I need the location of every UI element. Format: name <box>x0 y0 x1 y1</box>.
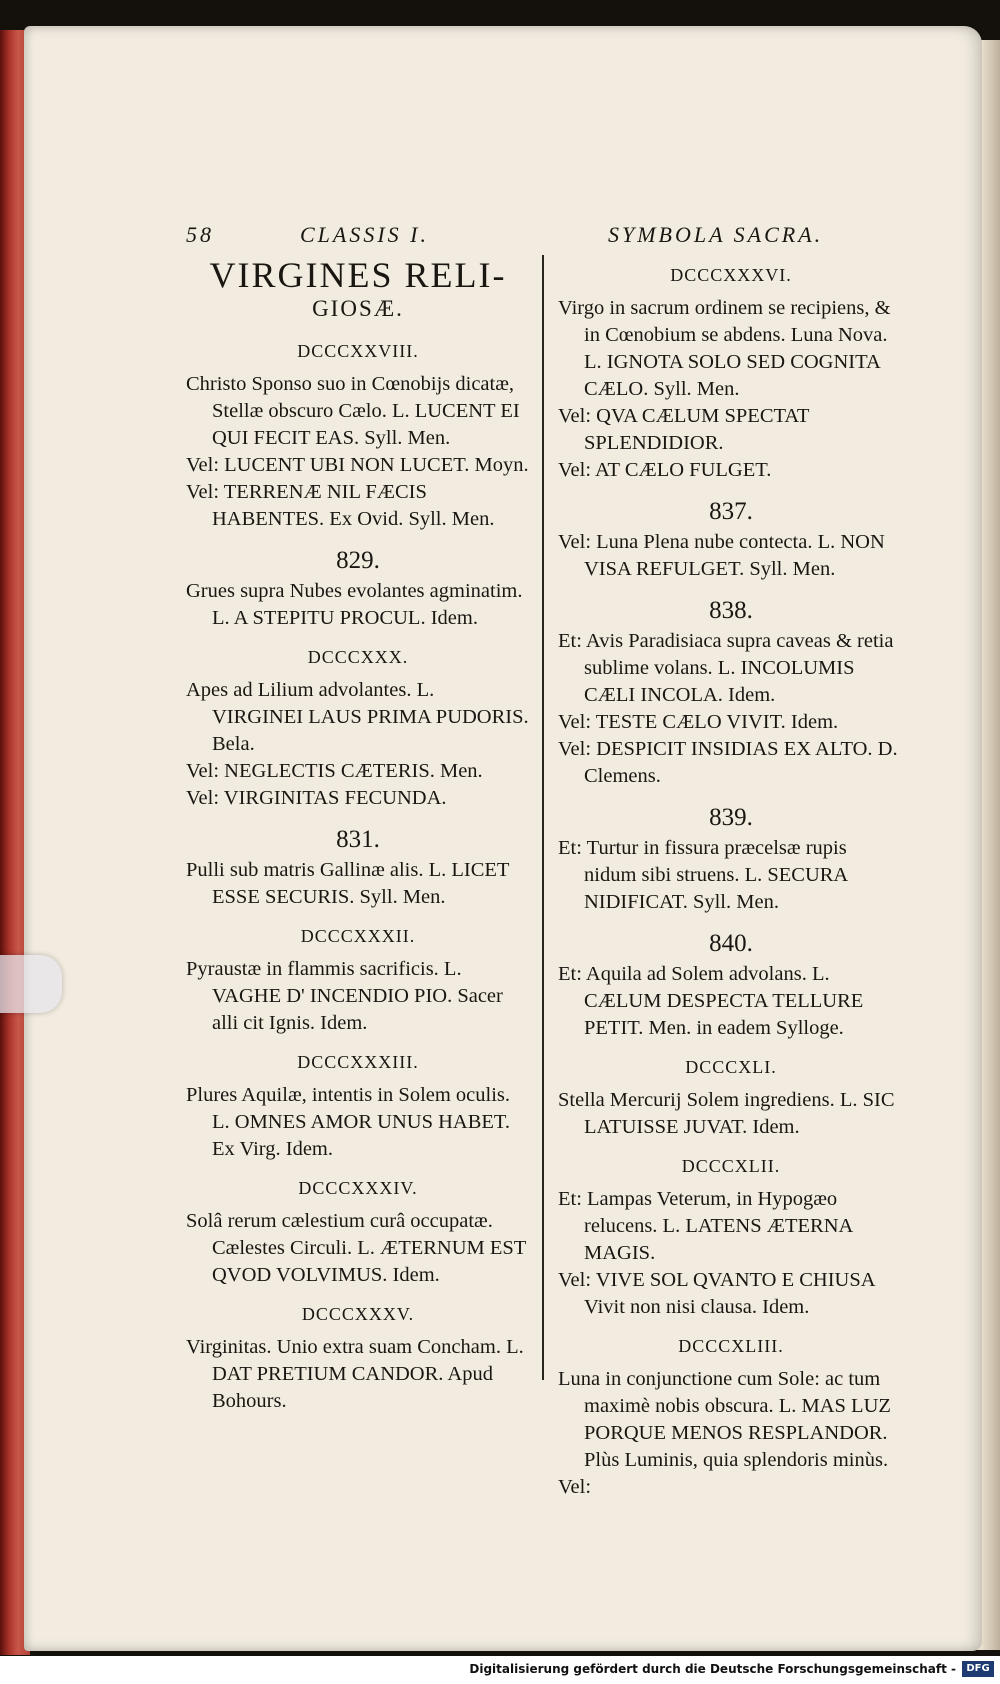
entry-text: Pyraustæ in flammis sacrificis. L. VAGHE D' INCENDIO PIO. Sacer alli cit Ignis. Idem. <box>186 958 503 1034</box>
page-tab-marker <box>0 955 62 1013</box>
entry-text: Vel: <box>558 1476 592 1498</box>
entry-text: Et: Turtur in fissura præcelsæ rupis nidum sibi struens. L. SECURA NIDIFICAT. Syll. Men. <box>558 837 848 913</box>
entry-text: Pulli sub matris Gallinæ alis. L. LICET ESSE SECURIS. Syll. Men. <box>186 859 510 908</box>
entry-heading: 829. <box>336 547 380 574</box>
footer-bar <box>0 1656 1000 1684</box>
right-entries <box>558 262 904 1501</box>
entry-text: Et: Avis Paradisiaca supra caveas & retia sublime volans. L. INCOLUMIS CÆLI INCOLA. Idem. <box>558 630 894 706</box>
entry-text: Christo Sponso suo in Cœnobijs dicatæ, Stellæ obscuro Cælo. L. LUCENT EI QUI FECIT EAS. Syll. Men. <box>186 373 520 449</box>
left-entries <box>186 338 530 1415</box>
entry-heading: DCCCXXXV. <box>301 1304 415 1324</box>
entry-text: Vel: NEGLECTIS CÆTERIS. Men. <box>186 760 483 782</box>
running-head-right: SYMBOLA SACRA. <box>608 222 824 247</box>
entry-text: Vel: Luna Plena nube contecta. L. NON VISA REFULGET. Syll. Men. <box>558 531 885 580</box>
entry-heading: 837. <box>709 498 753 525</box>
entry-text: Vel: AT CÆLO FULGET. <box>558 459 772 481</box>
running-head-left: CLASSIS I. <box>300 222 429 247</box>
entry-text: Luna in conjunctione cum Sole: ac tum maximè nobis obscura. L. MAS LUZ PORQUE MENOS RESPLANDOR. Plùs Luminis, quia splendoris minùs. <box>558 1368 891 1471</box>
footer-credit: Digitalisierung gefördert durch die Deutsche Forschungsgemeinschaft - <box>469 1662 956 1676</box>
entry-heading: DCCCXXXIV. <box>298 1178 418 1198</box>
entry-text: Virginitas. Unio extra suam Concham. L. DAT PRETIUM CANDOR. Apud Bohours. <box>186 1336 524 1412</box>
entry-heading: DCCCXXXIII. <box>297 1052 419 1072</box>
entry-heading: DCCCXXXII. <box>300 926 416 946</box>
entry-text: Vel: QVA CÆLUM SPECTAT SPLENDIDIOR. <box>558 405 810 454</box>
entry-text: Plures Aquilæ, intentis in Solem oculis. L. OMNES AMOR UNUS HABET. Ex Virg. Idem. <box>186 1084 511 1160</box>
entry-text: Grues supra Nubes evolantes agminatim. L. A STEPITU PROCUL. Idem. <box>186 580 523 629</box>
entry-text: Solâ rerum cælestium curâ occupatæ. Cælestes Circuli. L. ÆTERNUM EST QVOD VOLVIMUS. Idem. <box>186 1210 526 1286</box>
column-divider <box>542 255 544 1380</box>
entry-text: Vel: TERRENÆ NIL FÆCIS HABENTES. Ex Ovid. Syll. Men. <box>186 481 495 530</box>
entry-heading: DCCCXLII. <box>681 1156 781 1176</box>
section-title: VIRGINES RELI- <box>209 255 507 295</box>
entry-heading: 831. <box>336 826 380 853</box>
entry-text: Et: Aquila ad Solem advolans. L. CÆLUM DESPECTA TELLURE PETIT. Men. in eadem Sylloge. <box>558 963 864 1039</box>
entry-heading: 840. <box>709 930 753 957</box>
entry-heading: DCCCXXVIII. <box>297 341 419 361</box>
page-number: 58 <box>186 222 214 247</box>
entry-text: Et: Lampas Veterum, in Hypogæo relucens. L. LATENS ÆTERNA MAGIS. <box>558 1188 853 1264</box>
entry-text: Vel: VIRGINITAS FECUNDA. <box>186 787 447 809</box>
left-column <box>186 250 530 1415</box>
entry-heading: DCCCXLI. <box>685 1057 777 1077</box>
entry-text: Virgo in sacrum ordinem se recipiens, & in Cœnobium se abdens. Luna Nova. L. IGNOTA SOLO SED COGNITA CÆLO. Syll. Men. <box>558 297 891 400</box>
entry-text: Vel: TESTE CÆLO VIVIT. Idem. <box>558 711 839 733</box>
right-column <box>558 250 904 1501</box>
entry-text: Stella Mercurij Solem ingrediens. L. SIC LATUISSE JUVAT. Idem. <box>558 1089 895 1138</box>
entry-text: Vel: DESPICIT INSIDIAS EX ALTO. D. Clemens. <box>558 738 898 787</box>
entry-heading: DCCCXLIII. <box>678 1336 784 1356</box>
entry-text: Vel: VIVE SOL QVANTO E CHIUSA Vivit non nisi clausa. Idem. <box>558 1269 875 1318</box>
entry-text: Vel: LUCENT UBI NON LUCET. Moyn. <box>186 454 529 476</box>
entry-heading: DCCCXXX. <box>307 647 409 667</box>
entry-text: Apes ad Lilium advolantes. L. VIRGINEI LAUS PRIMA PUDORIS. Bela. <box>186 679 529 755</box>
entry-heading: 839. <box>709 804 753 831</box>
entry-heading: DCCCXXXVI. <box>670 265 792 285</box>
section-title-cont: GIOSÆ. <box>312 296 404 321</box>
dfg-logo: DFG <box>962 1661 994 1677</box>
entry-heading: 838. <box>709 597 753 624</box>
